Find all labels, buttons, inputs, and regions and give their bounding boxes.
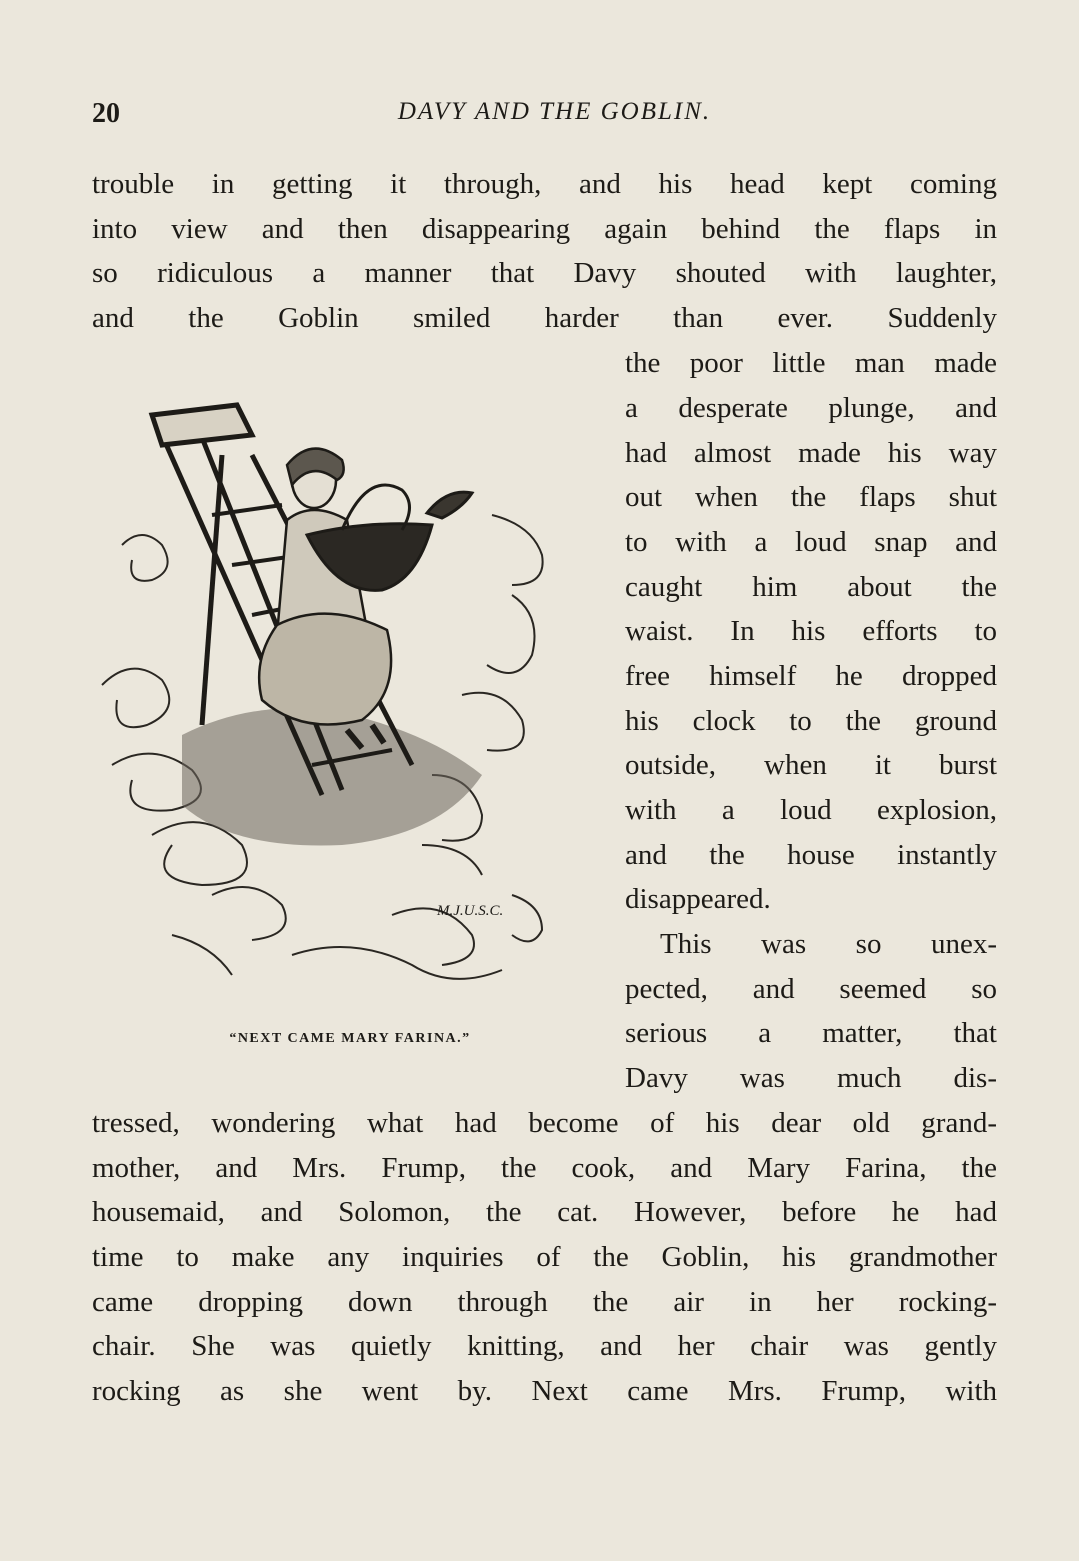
text-line: with a loud explosion, (625, 794, 997, 826)
engraving-illustration (92, 395, 602, 1015)
text-line: serious a matter, that (625, 1017, 997, 1049)
text-line: housemaid, and Solomon, the cat. However, before he had (92, 1196, 997, 1228)
artist-signature: M.J.U.S.C. (437, 903, 504, 919)
text-line: and the house instantly (625, 839, 997, 871)
text-line: chair. She was quietly knitting, and her chair was gently (92, 1330, 997, 1362)
text-line: Davy was much dis- (625, 1062, 997, 1094)
running-title: DAVY AND THE GOBLIN. (397, 98, 712, 125)
text-line: came dropping down through the air in her rocking- (92, 1286, 997, 1318)
text-line: out when the flaps shut (625, 481, 997, 513)
text-line: rocking as she went by. Next came Mrs. Frump, with (92, 1375, 997, 1407)
text-line: into view and then disappearing again behind the flaps in (92, 213, 997, 245)
page-header (92, 98, 997, 138)
text-line: his clock to the ground (625, 705, 997, 737)
text-line: to with a loud snap and (625, 526, 997, 558)
text-line: had almost made his way (625, 437, 997, 469)
page-number: 20 (92, 98, 120, 129)
text-line: mother, and Mrs. Frump, the cook, and Mary Farina, the (92, 1152, 997, 1184)
text-line: This was so unex- (660, 928, 997, 960)
text-line: caught him about the (625, 571, 997, 603)
text-line: waist. In his efforts to (625, 615, 997, 647)
text-line: so ridiculous a manner that Davy shouted with laughter, (92, 257, 997, 289)
text-line: and the Goblin smiled harder than ever. Suddenly (92, 302, 997, 334)
text-line: trouble in getting it through, and his head kept coming (92, 168, 997, 200)
text-line: a desperate plunge, and (625, 392, 997, 424)
text-line: time to make any inquiries of the Goblin, his grandmother (92, 1241, 997, 1273)
text-line: disappeared. (625, 883, 771, 915)
text-line: pected, and seemed so (625, 973, 997, 1005)
text-line: free himself he dropped (625, 660, 997, 692)
illustration-caption: “NEXT CAME MARY FARINA.” (229, 1031, 471, 1046)
text-line: outside, when it burst (625, 749, 997, 781)
text-line: tressed, wondering what had become of his dear old grand- (92, 1107, 997, 1139)
text-line: the poor little man made (625, 347, 997, 379)
